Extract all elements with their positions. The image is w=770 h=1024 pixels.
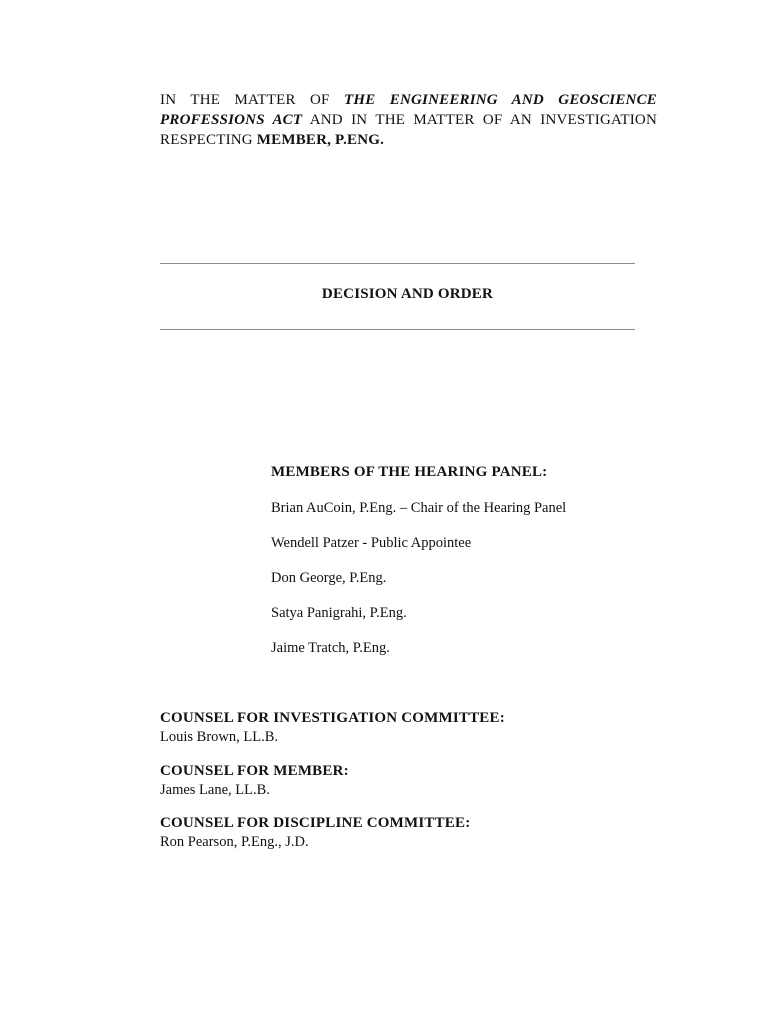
matter-caption xyxy=(160,90,657,150)
counsel-heading: COUNSEL FOR INVESTIGATION COMMITTEE: xyxy=(160,710,505,726)
counsel-name: Ron Pearson, P.Eng., J.D. xyxy=(160,834,309,850)
panel-member: Jaime Tratch, P.Eng. xyxy=(271,640,390,656)
member-designation: MEMBER, P.ENG. xyxy=(256,132,385,148)
counsel-discipline-committee xyxy=(160,814,630,851)
document-title: DECISION AND ORDER xyxy=(321,286,494,302)
counsel-investigation-committee xyxy=(160,709,630,746)
caption-middle: AND IN THE MATTER OF AN INVESTIGATION RESPECTING xyxy=(160,112,657,148)
title-bottom-rule xyxy=(160,329,635,330)
act-name: THE ENGINEERING AND GEOSCIENCE PROFESSIONS ACT xyxy=(160,92,657,128)
caption-intro: IN THE MATTER OF xyxy=(160,92,344,108)
counsel-heading: COUNSEL FOR DISCIPLINE COMMITTEE: xyxy=(160,815,471,831)
panel-member: Don George, P.Eng. xyxy=(271,570,387,586)
title-top-rule xyxy=(160,263,635,264)
panel-member: Satya Panigrahi, P.Eng. xyxy=(271,605,407,621)
panel-member: Wendell Patzer - Public Appointee xyxy=(271,535,472,551)
hearing-panel-heading: MEMBERS OF THE HEARING PANEL: xyxy=(271,464,548,480)
counsel-name: Louis Brown, LL.B. xyxy=(160,729,279,745)
panel-member: Brian AuCoin, P.Eng. – Chair of the Hearing Panel xyxy=(271,500,567,516)
hearing-panel-section xyxy=(271,462,631,674)
counsel-heading: COUNSEL FOR MEMBER: xyxy=(160,763,349,779)
counsel-member xyxy=(160,762,630,799)
counsel-name: James Lane, LL.B. xyxy=(160,782,270,798)
